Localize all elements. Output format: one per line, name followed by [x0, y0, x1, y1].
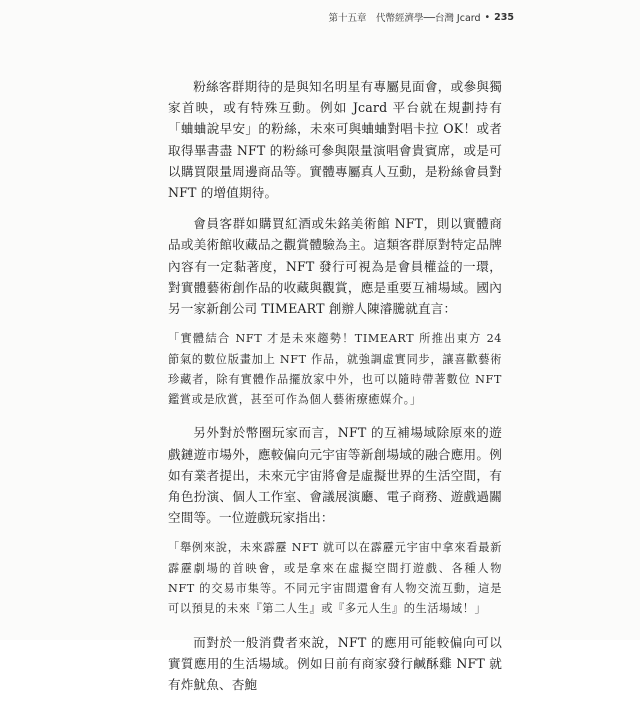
- page-number: 235: [494, 11, 514, 23]
- quote-text: 「舉例來說，未來霹靂 NFT 就可以在霹靂元宇宙中拿來看最新霹靂劇場的首映會，或是拿來在虛擬空間打遊戲、各種人物 NFT 的交易市集等。不同元宇宙間還會有人物交流互動，這是可以預見的未來『第二人生』或『多元人生』的生活場域！」: [168, 541, 502, 616]
- quote-text: 「實體結合 NFT 才是未來趨勢！TIMEART 所推出東方 24 節氣的數位版畫加上 NFT 作品，就強調虛實同步，讓喜歡藝術珍藏者，除有實體作品擺放家中外，也可以隨時帶著數位 NFT 鑑賞或是欣賞，甚至可作為個人藝術療癒媒介。」: [168, 332, 502, 407]
- running-header: [328, 10, 514, 24]
- header-separator: •: [484, 11, 491, 23]
- paragraph-members: 會員客群如購買紅酒或朱銘美術館 NFT，則以實體商品或美術館收藏品之觀賞體驗為主。這類客群原對特定品牌內容有一定黏著度，NFT 發行可視為是會員權益的一環，對實體藝術創作品的收藏與觀賞，應是重要互補場域。國內另一家新創公司 TIMEART 創辦人陳濬騰就直言：: [168, 216, 502, 317]
- paragraph-fans: 粉絲客群期待的是與知名明星有專屬見面會，或參與獨家首映，或有特殊互動。例如 Jcard 平台就在規劃持有「蛐蛐說早安」的粉絲，未來可與蛐蛐對唱卡拉 OK！或者取得畢書盡 NFT 的粉絲可參與限量演唱會貴賓席，或是可以購買限量周邊商品等。實體專屬真人互動，是粉絲會員對 NFT 的增值期待。: [168, 79, 502, 201]
- paragraph-crypto: 另外對於幣圈玩家而言，NFT 的互補場域除原來的遊戲鏈遊市場外，應較偏向元宇宙等新創場域的融合應用。例如有業者提出，未來元宇宙將會是虛擬世界的生活空間，有角色扮演、個人工作室、會議展演廳、電子商務、遊戲過關空間等。一位遊戲玩家指出：: [168, 425, 502, 526]
- quote-gamer: [168, 538, 502, 619]
- paragraph-consumers: 而對於一般消費者來說，NFT 的應用可能較偏向可以實質應用的生活場域。例如日前有商家發行鹹酥雞 NFT 就有炸魷魚、杏鮑: [168, 634, 502, 693]
- chapter-title: 第十五章 代幣經濟學──台灣 Jcard: [328, 13, 481, 24]
- page-body: [168, 76, 502, 705]
- quote-timeart: [168, 329, 502, 410]
